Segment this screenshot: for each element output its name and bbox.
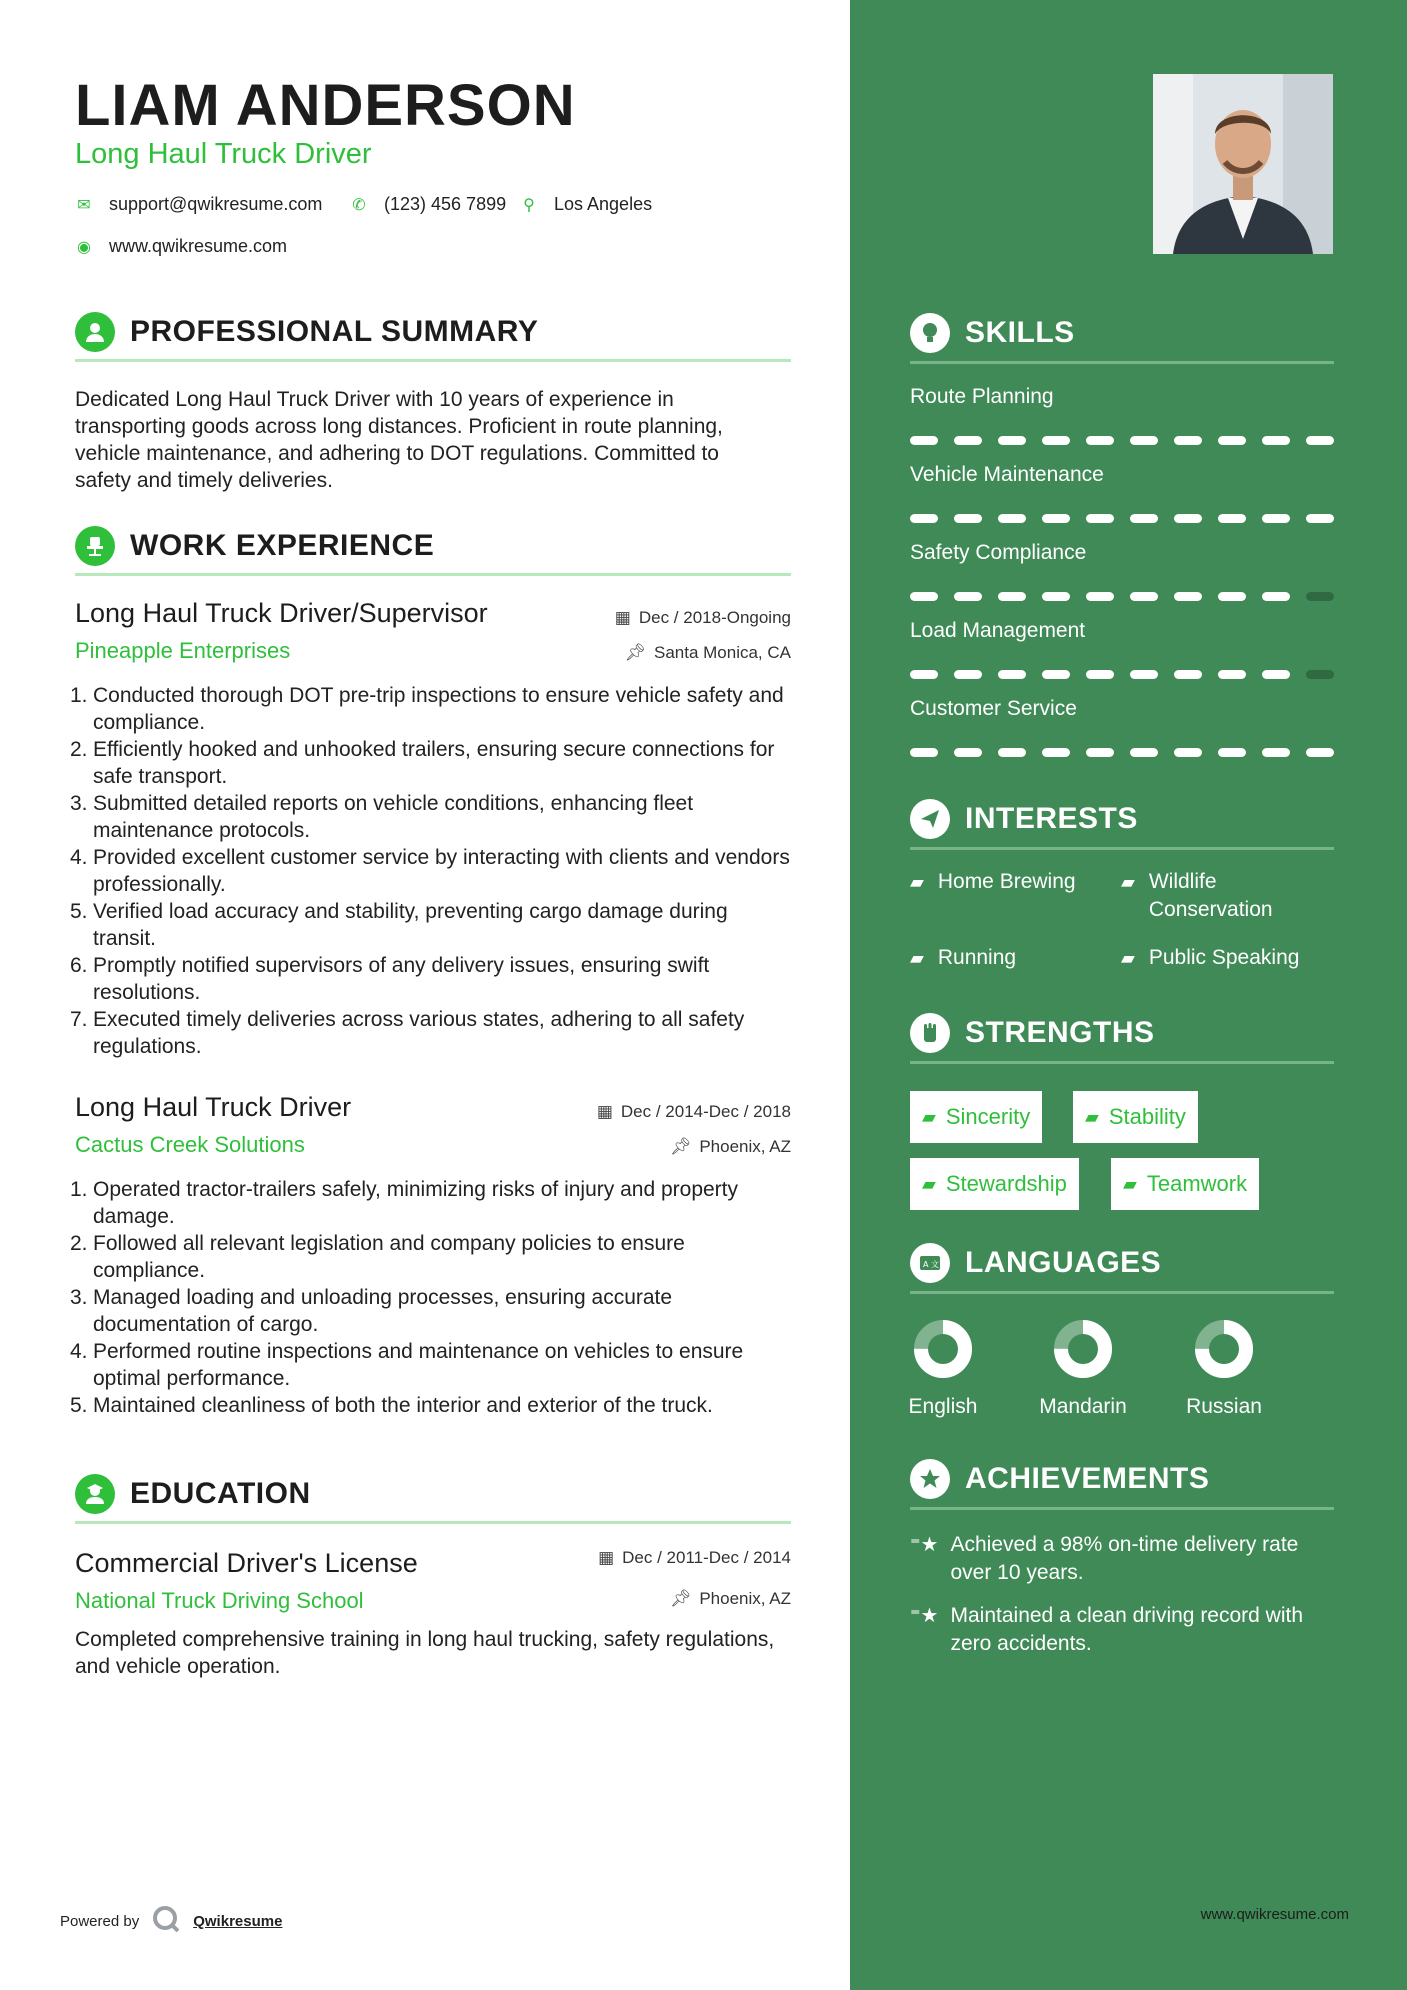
- svg-text:文: 文: [931, 1259, 939, 1269]
- skill-level-segment: [1218, 670, 1246, 679]
- skill-level-segment: [1262, 748, 1290, 757]
- skill-level-segment: [954, 670, 982, 679]
- calendar-icon: ▦: [596, 1102, 613, 1121]
- hand-icon: [910, 1013, 950, 1053]
- summary-title: PROFESSIONAL SUMMARY: [130, 314, 539, 348]
- languages-heading: [910, 1242, 1334, 1294]
- education-heading: [75, 1474, 791, 1524]
- strengths-heading: [910, 1012, 1334, 1064]
- achievements-heading: [910, 1458, 1334, 1510]
- skills-heading: [910, 312, 1334, 364]
- interests-heading: [910, 798, 1334, 850]
- strength-tag: ▰ Stewardship: [910, 1158, 1079, 1210]
- skill-level-segment: [1086, 592, 1114, 601]
- qwikresume-link[interactable]: Qwikresume: [193, 1912, 283, 1930]
- book-icon: ▰: [922, 1173, 936, 1194]
- skill-level-segment: [1218, 592, 1246, 601]
- powered-by-label: Powered by: [60, 1912, 140, 1930]
- phone-icon: ✆: [352, 196, 366, 214]
- list-item: 2. Efficiently hooked and unhooked trailers, ensuring secure connections for safe transport.: [70, 738, 775, 788]
- office-chair-icon: [75, 526, 115, 566]
- job-duties-list: [70, 1176, 790, 1419]
- location-contact: [520, 194, 652, 215]
- list-item: 4. Performed routine inspections and maintenance on vehicles to ensure optimal performance.: [70, 1340, 744, 1390]
- job-location: [670, 1137, 791, 1157]
- job-title: Long Haul Truck Driver: [75, 1092, 352, 1122]
- book-icon: ▰: [1123, 1173, 1137, 1194]
- skill-level-segment: [1042, 436, 1070, 445]
- book-icon: ▰: [1121, 872, 1135, 892]
- candidate-role: Long Haul Truck Driver: [75, 138, 372, 170]
- paper-plane-icon: [910, 799, 950, 839]
- powered-by: [60, 1904, 282, 1938]
- skill-level-bar: [910, 592, 1334, 601]
- list-item: 4. Provided excellent customer service by interacting with clients and vendors professionally.: [70, 846, 790, 896]
- job-title: Long Haul Truck Driver/Supervisor: [75, 598, 488, 628]
- job-location-text: Santa Monica, CA: [653, 643, 791, 662]
- skill-level-segment: [910, 514, 938, 523]
- skill-level-segment: [1306, 748, 1334, 757]
- skill-level-segment: [1086, 436, 1114, 445]
- experience-title: WORK EXPERIENCE: [130, 528, 435, 562]
- map-marker-icon: ⚲: [523, 196, 535, 214]
- skill-level-segment: [998, 514, 1026, 523]
- graduate-icon: [75, 1474, 115, 1514]
- job-dates-text: Dec / 2018-Ongoing: [638, 608, 791, 627]
- interest-item: ▰ Running: [910, 944, 1016, 972]
- profile-photo: [1153, 74, 1333, 254]
- job-company: Cactus Creek Solutions: [75, 1132, 305, 1157]
- job-dates: [615, 608, 791, 628]
- list-item: 2. Followed all relevant legislation and company policies to ensure compliance.: [70, 1232, 685, 1282]
- svg-text:A: A: [923, 1259, 929, 1269]
- lightbulb-icon: [910, 313, 950, 353]
- skill-level-segment: [1042, 514, 1070, 523]
- education-dates: [598, 1548, 791, 1568]
- languages-title: LANGUAGES: [965, 1245, 1162, 1279]
- language-level-ring: [1193, 1318, 1255, 1380]
- skill-level-segment: [1174, 748, 1202, 757]
- skill-level-segment: [1306, 514, 1334, 523]
- language-item: [1023, 1318, 1143, 1419]
- job-dates-text: Dec / 2014-Dec / 2018: [620, 1102, 791, 1121]
- strength-tag: ▰ Teamwork: [1111, 1158, 1259, 1210]
- skill-level-segment: [954, 436, 982, 445]
- phone-text: (123) 456 7899: [384, 194, 507, 214]
- skill-level-segment: [1218, 436, 1246, 445]
- website-text: www.qwikresume.com: [109, 236, 288, 256]
- skill-level-segment: [1218, 748, 1246, 757]
- email-text: support@qwikresume.com: [109, 194, 323, 214]
- job-location-text: Phoenix, AZ: [699, 1137, 791, 1156]
- skill-level-segment: [1262, 436, 1290, 445]
- skill-name: Safety Compliance: [910, 541, 1087, 564]
- skill-level-segment: [1130, 592, 1158, 601]
- interests-title: INTERESTS: [965, 801, 1138, 835]
- skill-level-bar: [910, 748, 1334, 757]
- language-name: English: [908, 1395, 978, 1418]
- skill-level-segment: [954, 592, 982, 601]
- skill-level-segment: [1042, 592, 1070, 601]
- skill-level-segment: [1262, 592, 1290, 601]
- degree-title: Commercial Driver's License: [75, 1548, 418, 1578]
- list-item: 5. Maintained cleanliness of both the interior and exterior of the truck.: [70, 1394, 713, 1417]
- calendar-icon: ▦: [598, 1548, 615, 1567]
- school-name: National Truck Driving School: [75, 1588, 364, 1613]
- user-icon: [75, 312, 115, 352]
- envelope-icon: ✉: [77, 196, 91, 214]
- skill-level-segment: [910, 436, 938, 445]
- book-icon: ▰: [1085, 1106, 1099, 1127]
- skill-level-segment: [910, 748, 938, 757]
- language-level-ring: [1052, 1318, 1114, 1380]
- phone-contact[interactable]: [350, 194, 506, 215]
- skill-level-segment: [1174, 592, 1202, 601]
- skill-level-segment: [954, 748, 982, 757]
- achievement-item: ⁼★ Maintained a clean driving record with zero accidents.: [910, 1602, 1334, 1658]
- skill-level-segment: [1262, 670, 1290, 679]
- skill-level-segment: [1306, 592, 1334, 601]
- sidebar: [850, 0, 1407, 1990]
- list-item: 6. Promptly notified supervisors of any delivery issues, ensuring swift resolutions.: [70, 954, 710, 1004]
- skills-title: SKILLS: [965, 315, 1075, 349]
- skill-name: Load Management: [910, 619, 1086, 642]
- book-icon: ▰: [910, 872, 924, 892]
- candidate-name: LIAM ANDERSON: [75, 73, 576, 138]
- skill-level-segment: [1130, 436, 1158, 445]
- email-contact[interactable]: [75, 194, 322, 215]
- skill-level-segment: [1218, 514, 1246, 523]
- interest-item: ▰ Wildlife Conservation: [1121, 868, 1321, 924]
- skill-level-segment: [1262, 514, 1290, 523]
- language-name: Russian: [1186, 1395, 1262, 1418]
- skill-level-segment: [1042, 748, 1070, 757]
- skill-level-segment: [1086, 748, 1114, 757]
- skill-level-segment: [998, 436, 1026, 445]
- skill-level-segment: [1042, 670, 1070, 679]
- achievement-item: ⁼★ Achieved a 98% on-time delivery rate over 10 years.: [910, 1531, 1334, 1587]
- skill-level-segment: [1306, 670, 1334, 679]
- summary-text: Dedicated Long Haul Truck Driver with 10 years of experience in transporting goods across long distances. Proficient in route planning, vehicle maintenance, and adhering to DOT regulations. Committed to safety and timely deliveries.: [75, 388, 723, 492]
- language-item: [1164, 1318, 1284, 1419]
- book-icon: ▰: [910, 948, 924, 968]
- skill-level-segment: [954, 514, 982, 523]
- strengths-title: STRENGTHS: [965, 1015, 1155, 1049]
- calendar-icon: ▦: [614, 608, 631, 627]
- language-item: [883, 1318, 1003, 1419]
- skill-name: Route Planning: [910, 385, 1054, 408]
- interest-item: ▰ Public Speaking: [1121, 944, 1299, 972]
- experience-heading: [75, 526, 791, 576]
- list-item: 1. Operated tractor-trailers safely, minimizing risks of injury and property damage.: [70, 1178, 739, 1228]
- shooting-star-icon: ⁼★: [910, 1534, 939, 1556]
- job-duties-list: [70, 682, 790, 1060]
- skill-level-bar: [910, 670, 1334, 679]
- job-company: Pineapple Enterprises: [75, 638, 291, 663]
- language-name: Mandarin: [1039, 1395, 1127, 1418]
- skill-level-segment: [1130, 748, 1158, 757]
- skill-name: Customer Service: [910, 697, 1077, 720]
- strength-tag: ▰ Stability: [1073, 1091, 1198, 1143]
- star-badge-icon: [910, 1459, 950, 1499]
- education-text: Completed comprehensive training in long haul trucking, safety regulations, and vehicle operation.: [75, 1628, 775, 1678]
- pin-icon: 📌︎: [669, 1137, 692, 1156]
- language-level-ring: [912, 1318, 974, 1380]
- skill-level-segment: [1174, 436, 1202, 445]
- skill-level-segment: [1174, 514, 1202, 523]
- education-location: [670, 1589, 791, 1609]
- skill-level-bar: [910, 514, 1334, 523]
- job-location: [624, 643, 791, 663]
- globe-icon: ◉: [77, 238, 91, 256]
- qwikresume-logo-icon: [151, 1904, 181, 1938]
- job-dates: [597, 1102, 791, 1122]
- skill-level-segment: [1174, 670, 1202, 679]
- website-contact[interactable]: [75, 236, 287, 257]
- skill-level-segment: [1130, 514, 1158, 523]
- skill-level-segment: [910, 592, 938, 601]
- skill-level-segment: [1086, 670, 1114, 679]
- skill-level-segment: [910, 670, 938, 679]
- skill-level-segment: [998, 670, 1026, 679]
- pin-icon: 📌︎: [624, 643, 646, 662]
- skill-level-segment: [998, 592, 1026, 601]
- summary-heading: [75, 312, 791, 362]
- skill-level-bar: [910, 436, 1334, 445]
- skill-level-segment: [998, 748, 1026, 757]
- pin-icon: 📌︎: [669, 1589, 692, 1608]
- achievements-title: ACHIEVEMENTS: [965, 1461, 1210, 1495]
- shooting-star-icon: ⁼★: [910, 1605, 939, 1627]
- skill-level-segment: [1130, 670, 1158, 679]
- location-text: Los Angeles: [554, 194, 653, 214]
- list-item: 3. Managed loading and unloading processes, ensuring accurate documentation of cargo.: [70, 1286, 673, 1336]
- footer-website[interactable]: www.qwikresume.com: [1200, 1906, 1349, 1923]
- education-title: EDUCATION: [130, 1476, 311, 1510]
- skill-level-segment: [1086, 514, 1114, 523]
- book-icon: ▰: [1121, 948, 1135, 968]
- education-location-text: Phoenix, AZ: [699, 1589, 791, 1608]
- list-item: 3. Submitted detailed reports on vehicle conditions, enhancing fleet maintenance protocols.: [70, 792, 694, 842]
- list-item: 5. Verified load accuracy and stability, preventing cargo damage during transit.: [70, 900, 728, 950]
- skill-name: Vehicle Maintenance: [910, 463, 1104, 486]
- list-item: 7. Executed timely deliveries across various states, adhering to all safety regulations.: [70, 1008, 745, 1058]
- list-item: 1. Conducted thorough DOT pre-trip inspections to ensure vehicle safety and compliance.: [70, 684, 784, 734]
- book-icon: ▰: [922, 1106, 936, 1127]
- strength-tag: ▰ Sincerity: [910, 1091, 1042, 1143]
- skill-level-segment: [1306, 436, 1334, 445]
- education-dates-text: Dec / 2011-Dec / 2014: [622, 1548, 791, 1567]
- interest-item: ▰ Home Brewing: [910, 868, 1076, 896]
- translate-icon: [910, 1243, 950, 1283]
